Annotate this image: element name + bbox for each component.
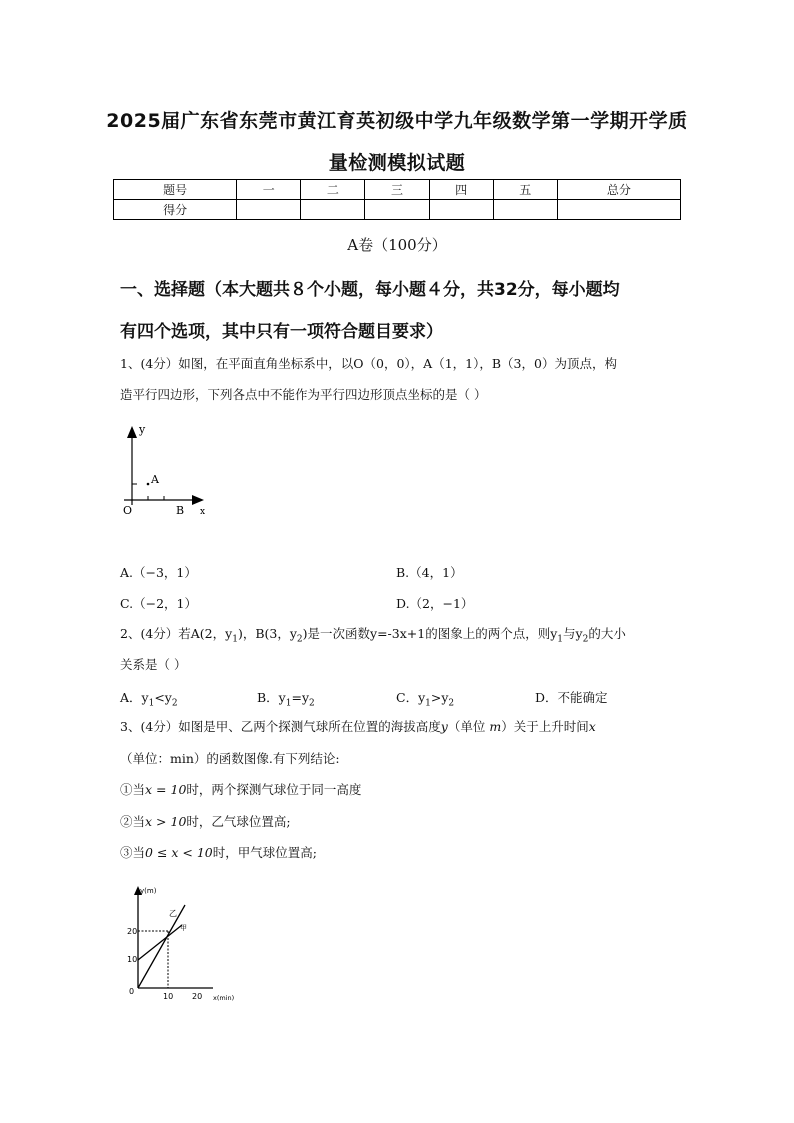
q1-option-d: D.（2，−1） <box>396 596 474 611</box>
score-table-header-row <box>114 180 681 200</box>
score-header-cell: 二 <box>301 180 365 200</box>
q3-unit-m: m <box>489 719 502 734</box>
q2-opt-sub: 2 <box>309 698 315 709</box>
q1-option-a: A.（−3，1） <box>120 565 197 580</box>
q3-line-jia <box>138 925 182 960</box>
q2-opt-sub: 2 <box>448 698 455 709</box>
score-header-cell: 总分 <box>557 180 680 200</box>
q3-x-tick-20: 20 <box>192 992 203 1001</box>
score-header-cell: 题号 <box>114 180 237 200</box>
section1-heading-line1: 一、选择题（本大题共８个小题，每小题４分，共32分，每小题均 <box>120 280 620 300</box>
q2-opt-text: <y <box>154 690 172 705</box>
q1-x-axis-arrow <box>192 495 204 505</box>
q2-opt-text: C．y <box>396 690 426 705</box>
q2-stem-line2: 关系是（ ） <box>120 657 187 672</box>
q2-opt-sub: 1 <box>425 698 431 709</box>
q3-stem-line1 <box>120 719 596 735</box>
q2-opt-text: >y <box>430 690 449 705</box>
q2-option-a <box>120 688 178 709</box>
score-table <box>113 179 681 220</box>
q2-sub: 1 <box>557 634 564 645</box>
q1-coordinate-figure <box>112 420 222 520</box>
score-header-cell: 一 <box>237 180 301 200</box>
q3-stem-line2: （单位：min）的函数图像.有下列结论: <box>120 751 340 766</box>
q3-conclusion-2 <box>120 814 291 830</box>
q3-y-tick-20: 20 <box>127 927 138 936</box>
q2-text: )是一次函数y=-3x+1的图象上的两个点，则y <box>302 626 558 641</box>
score-header-cell: 三 <box>365 180 429 200</box>
q1-stem-line1: 1、(4分）如图，在平面直角坐标系中，以O（0，0），A（1，1），B（3，0）为顶点，构 <box>120 356 617 371</box>
q2-option-b <box>257 688 315 709</box>
q3-math: x > 10 <box>145 814 187 829</box>
q2-sub: 1 <box>232 634 238 645</box>
q3-label-yi: 乙 <box>169 909 177 918</box>
q1-y-label: y <box>139 423 146 436</box>
q2-sub: 2 <box>296 634 303 645</box>
score-cell <box>365 200 429 220</box>
score-header-cell: 四 <box>429 180 493 200</box>
q3-math: x = 10 <box>145 782 187 797</box>
q3-line-yi <box>138 905 185 988</box>
score-header-cell: 五 <box>493 180 557 200</box>
q3-balloon-graph <box>118 880 248 1005</box>
score-cell <box>429 200 493 220</box>
q3-text: 时，甲气球位置高; <box>212 845 317 860</box>
q1-point-a-label: A <box>151 473 159 486</box>
q3-text: 时，两个探测气球位于同一高度 <box>186 782 362 797</box>
q2-opt-text: A．y <box>120 690 149 705</box>
q2-opt-sub: 1 <box>285 698 292 709</box>
q2-opt-sub: 2 <box>171 698 178 709</box>
q2-text: 与y <box>563 626 583 641</box>
q2-opt-sub: 1 <box>148 698 155 709</box>
q3-x-label: x(min) <box>213 994 235 1002</box>
q2-opt-text: =y <box>291 690 310 705</box>
q3-y-label: y(m) <box>140 887 157 895</box>
paper-title-line2: 量检测模拟试题 <box>328 152 466 174</box>
q1-origin-label: O <box>123 504 133 517</box>
q3-text: ）关于上升时间 <box>501 719 589 734</box>
q2-text: )，B(3，y <box>237 626 297 641</box>
section1-heading-line2: 有四个选项，其中只有一项符合题目要求） <box>120 322 443 342</box>
score-row-label: 得分 <box>114 200 237 220</box>
q3-conclusion-1 <box>120 782 361 798</box>
q3-text: （单位 <box>447 719 490 734</box>
score-table-score-row <box>114 200 681 220</box>
q1-y-axis-arrow <box>127 426 137 438</box>
paper-a-heading: A卷（100分） <box>347 236 447 254</box>
q2-opt-text: B．y <box>257 690 286 705</box>
q2-option-d: D．不能确定 <box>535 690 608 705</box>
q2-text: 的大小 <box>588 626 626 641</box>
q1-point-b-label: B <box>176 504 185 517</box>
q3-label-jia: 甲 <box>180 924 187 932</box>
q1-stem-line2: 造平行四边形，下列各点中不能作为平行四边形顶点坐标的是（ ） <box>120 387 487 402</box>
q1-x-label: x <box>200 507 206 517</box>
paper-title-line1: 2025届广东省东莞市黄江育英初级中学九年级数学第一学期开学质 <box>106 110 688 132</box>
score-cell <box>237 200 301 220</box>
q3-y-tick-10: 10 <box>127 955 138 964</box>
q3-text: ①当 <box>120 782 146 797</box>
q2-sub: 2 <box>582 634 589 645</box>
q3-text: ③当 <box>120 845 146 860</box>
q3-x-tick-10: 10 <box>163 992 174 1001</box>
score-cell <box>493 200 557 220</box>
q3-text: 时，乙气球位置高; <box>186 814 291 829</box>
q2-text: 2、(4分）若A(2，y <box>120 626 233 641</box>
q3-var-y: y <box>440 719 448 734</box>
q1-point-a <box>147 483 150 486</box>
q3-text: ②当 <box>120 814 146 829</box>
q3-var-x: x <box>588 719 596 734</box>
q1-option-b: B.（4，1） <box>396 565 463 580</box>
q2-option-c <box>396 688 454 709</box>
q1-option-c: C.（−2，1） <box>120 596 197 611</box>
q3-origin-label: 0 <box>129 987 135 996</box>
q3-conclusion-3 <box>120 845 317 861</box>
score-cell <box>557 200 680 220</box>
score-cell <box>301 200 365 220</box>
q2-stem-line1 <box>120 626 626 648</box>
q3-math: 0 ≤ x < 10 <box>145 845 213 860</box>
q3-text: 3、(4分）如图是甲、乙两个探测气球所在位置的海拔高度 <box>120 719 441 734</box>
